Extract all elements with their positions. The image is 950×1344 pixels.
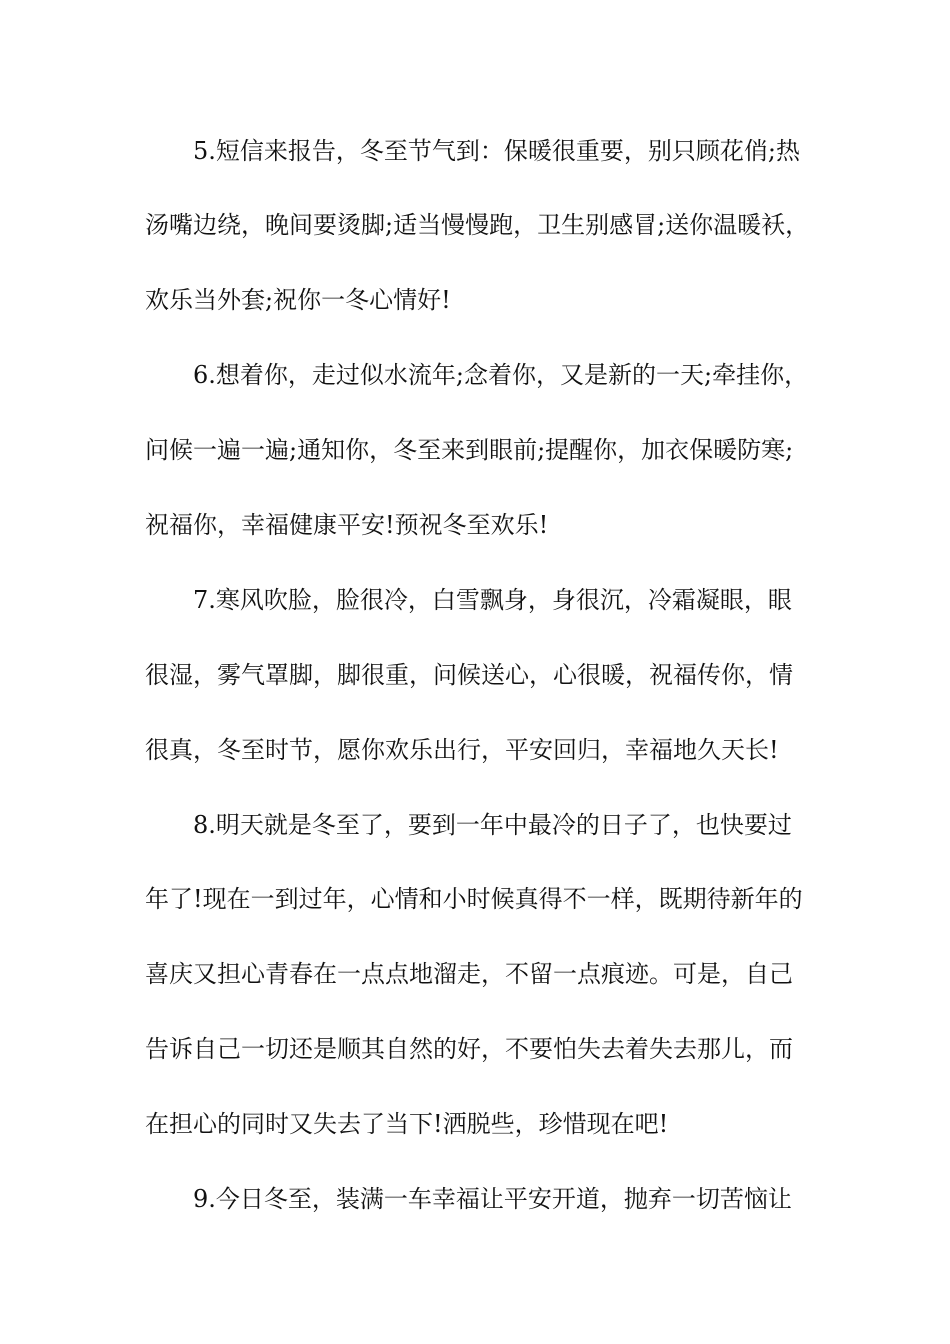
text-line: 祝福你，幸福健康平安!预祝冬至欢乐! <box>145 511 549 539</box>
text-line: 年了!现在一到过年，心情和小时候真得不一样，既期待新年的 <box>145 885 803 913</box>
text-line: 在担心的同时又失去了当下!洒脱些，珍惜现在吧! <box>145 1110 669 1138</box>
text-line: 5.短信来报告，冬至节气到：保暖很重要，别只顾花俏;热 <box>193 137 800 165</box>
text-line: 很真，冬至时节，愿你欢乐出行，平安回归，幸福地久天长! <box>145 736 779 764</box>
text-line: 8.明天就是冬至了，要到一年中最冷的日子了，也快要过 <box>193 811 792 839</box>
text-line: 6.想着你，走过似水流年;念着你，又是新的一天;牵挂你， <box>193 361 809 389</box>
text-line: 欢乐当外套;祝你一冬心情好! <box>145 286 451 314</box>
text-line: 汤嘴边绕，晚间要烫脚;适当慢慢跑，卫生别感冒;送你温暖袄， <box>145 211 810 239</box>
text-line: 喜庆又担心青春在一点点地溜走，不留一点痕迹。可是，自己 <box>145 960 793 988</box>
text-line: 很湿，雾气罩脚，脚很重，问候送心，心很暖，祝福传你，情 <box>145 661 793 689</box>
text-line: 告诉自己一切还是顺其自然的好，不要怕失去着失去那儿，而 <box>145 1035 793 1063</box>
text-line: 7.寒风吹脸，脸很冷，白雪飘身，身很沉，冷霜凝眼，眼 <box>193 586 792 614</box>
text-line: 9.今日冬至，装满一车幸福让平安开道，抛弃一切苦恼让 <box>193 1185 792 1213</box>
text-line: 问候一遍一遍;通知你，冬至来到眼前;提醒你，加衣保暖防寒; <box>145 436 794 464</box>
